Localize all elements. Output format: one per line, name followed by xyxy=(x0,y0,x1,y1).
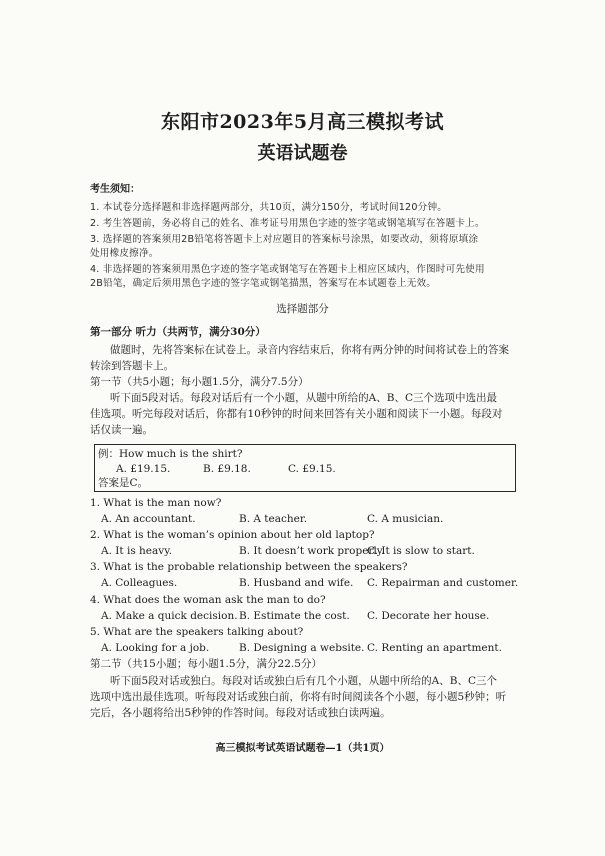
section1-intro-line2: 佳选项。听完每段对话后，你都有10秒钟的时间来回答有关小题和阅读下一小题。每段对 xyxy=(90,408,503,420)
notice-item-1: 1. 本试卷分选择题和非选择题两部分，共10页，满分150分，考试时间120分钟。 xyxy=(90,202,448,213)
question-4-option-b: B. Estimate the cost. xyxy=(239,610,350,622)
question-3-option-b: B. Husband and wife. xyxy=(239,577,354,589)
part1-intro-line1: 做题时，先将答案标在试卷上。录音内容结束后，你将有两分钟的时间将试卷上的答案 xyxy=(110,344,509,356)
part1-heading: 第一部分 听力（共两节，满分30分） xyxy=(90,326,266,338)
question-4: 4. What does the woman ask the man to do? xyxy=(90,594,326,606)
question-2-option-a: A. It is heavy. xyxy=(101,545,173,557)
section2-intro-line3: 完后，各小题将给出5秒钟的作答时间。每段对话或独白读两遍。 xyxy=(90,707,391,719)
section1-intro-line1: 听下面5段对话。每段对话后有一个小题，从题中所给的A、B、C三个选项中选出最 xyxy=(110,392,498,404)
question-2-option-c: C. It is slow to start. xyxy=(367,545,475,557)
example-answer: 答案是C。 xyxy=(98,477,149,489)
page-footer: 高三模拟考试英语试题卷—1（共1页） xyxy=(215,743,390,754)
question-5: 5. What are the speakers talking about? xyxy=(90,626,304,638)
question-2: 2. What is the woman’s opinion about her old laptop? xyxy=(90,529,375,541)
question-5-option-c: C. Renting an apartment. xyxy=(367,642,502,654)
example-option-a: A. £19.15. xyxy=(116,463,171,475)
question-1-option-a: A. An accountant. xyxy=(101,513,196,525)
exam-subtitle: 英语试题卷 xyxy=(257,143,348,164)
section2-intro-line1: 听下面5段对话或独白。每段对话或独白后有几个小题，从题中所给的A、B、C三个 xyxy=(110,675,498,687)
notice-heading: 考生须知： xyxy=(90,184,140,195)
question-4-option-c: C. Decorate her house. xyxy=(367,610,490,622)
notice-item-4-cont: 2B铅笔，确定后须用黑色字迹的签字笔或钢笔描黑，答案写在本试题卷上无效。 xyxy=(90,278,437,289)
question-5-option-b: B. Designing a website. xyxy=(239,642,365,654)
section2-heading: 第二节（共15小题；每小题1.5分，满分22.5分） xyxy=(90,658,322,670)
part1-intro-line2: 转涂到答题卡上。 xyxy=(90,360,174,372)
example-option-b: B. £9.18. xyxy=(203,463,251,475)
question-2-option-b: B. It doesn’t work properly. xyxy=(239,545,385,557)
notice-item-4: 4. 非选择题的答案须用黑色字迹的签字笔或钢笔写在答题卡上相应区域内，作图时可先使用 xyxy=(90,264,485,275)
section1-heading: 第一节（共5小题；每小题1.5分，满分7.5分） xyxy=(90,376,309,388)
question-4-option-a: A. Make a quick decision. xyxy=(101,610,238,622)
question-5-option-a: A. Looking for a job. xyxy=(101,642,210,654)
question-3-option-c: C. Repairman and customer. xyxy=(367,577,519,589)
question-1-option-c: C. A musician. xyxy=(367,513,444,525)
section1-intro-line3: 话仅读一遍。 xyxy=(90,424,153,436)
notice-item-3-cont: 处用橡皮擦净。 xyxy=(90,248,159,259)
question-3-option-a: A. Colleagues. xyxy=(101,577,178,589)
section-title: 选择题部分 xyxy=(276,303,329,315)
question-1: 1. What is the man now? xyxy=(90,497,222,509)
example-option-c: C. £9.15. xyxy=(288,463,336,475)
example-question: 例：How much is the shirt? xyxy=(98,448,243,460)
question-3: 3. What is the probable relationship between the speakers? xyxy=(90,561,408,573)
exam-title: 东阳市2023年5月高三模拟考试 xyxy=(160,111,445,133)
section2-intro-line2: 选项中选出最佳选项。听每段对话或独白前，你将有时间阅读各个小题，每小题5秒钟；听 xyxy=(90,691,507,703)
question-1-option-b: B. A teacher. xyxy=(239,513,308,525)
notice-item-2: 2. 考生答题前，务必将自己的姓名、准考证号用黑色字迹的签字笔或钢笔填写在答题卡上。 xyxy=(90,218,485,229)
notice-item-3: 3. 选择题的答案须用2B铅笔将答题卡上对应题目的答案标号涂黑，如要改动，须将原填涂 xyxy=(90,234,479,245)
